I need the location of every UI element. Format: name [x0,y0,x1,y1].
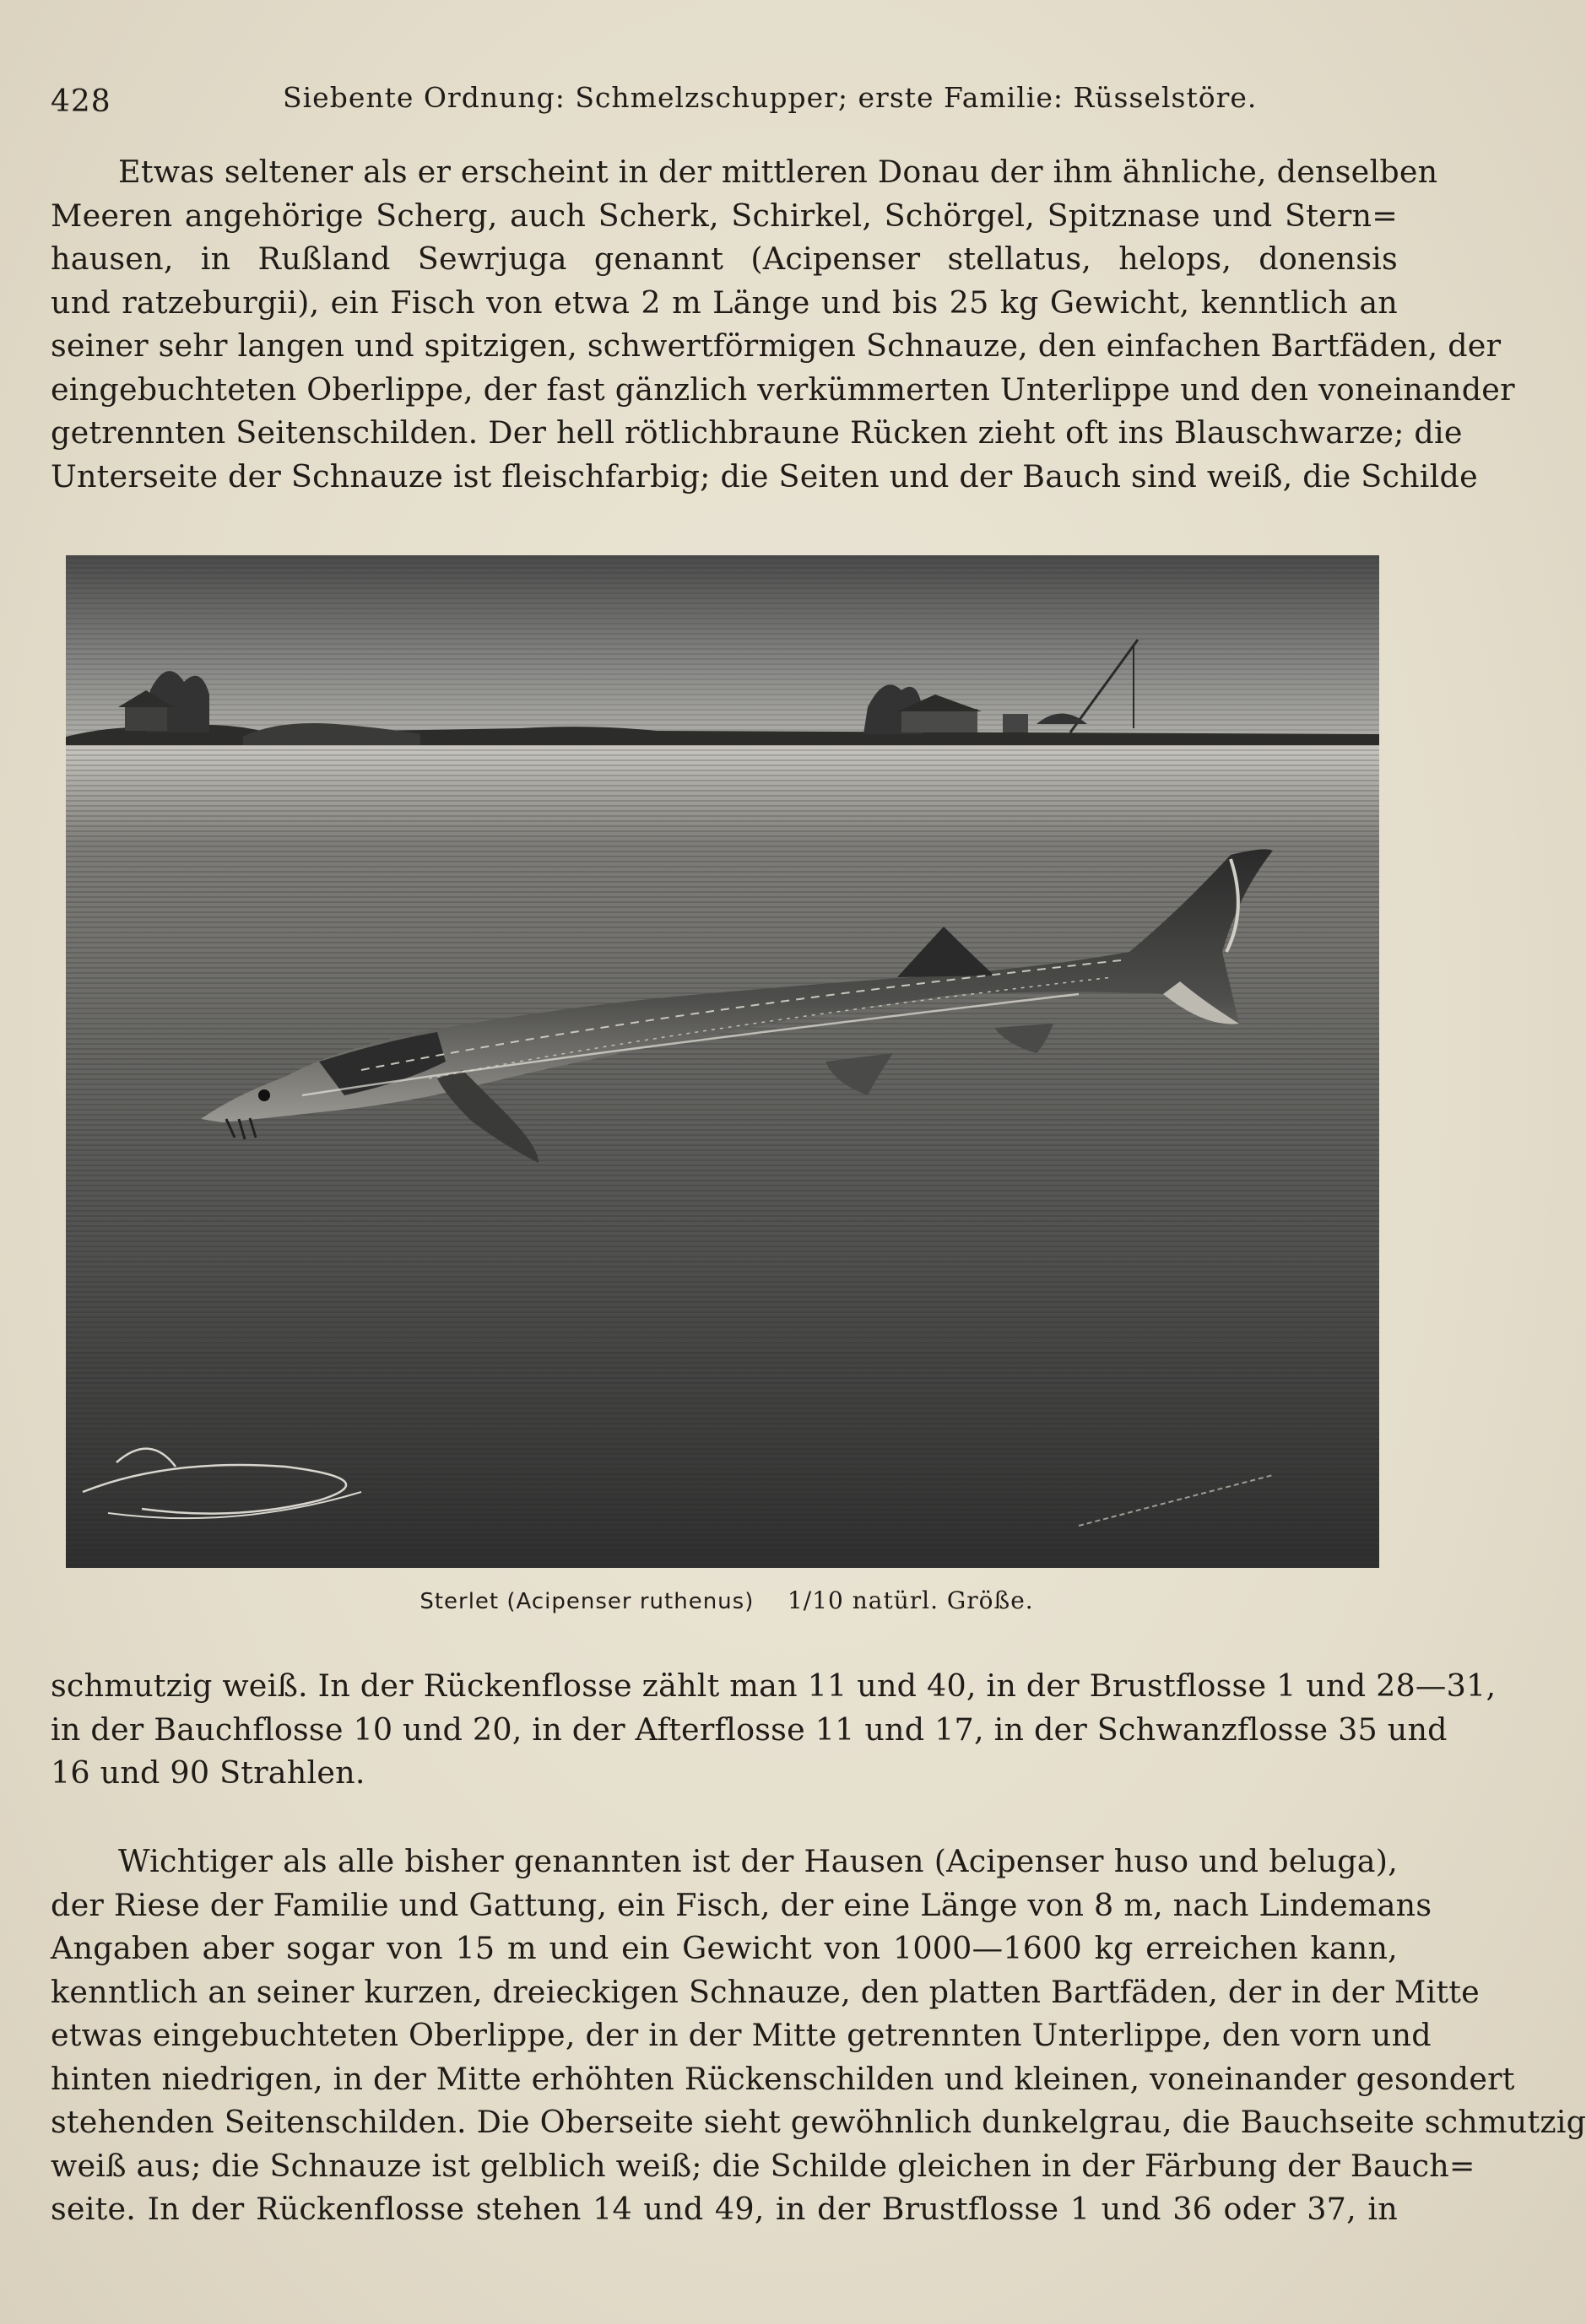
text-line: der Riese der Familie und Gattung, ein Fisch, der eine Länge von 8 m, nach Lindemans [51,1886,1432,1923]
text-line: Etwas seltener als er erscheint in der mittleren Donau der ihm ähnliche, denselben [118,154,1438,190]
text-line: seite. In der Rückenflosse stehen 14 und 49, in der Brustflosse 1 und 36 oder 37, in [51,2191,1398,2227]
text-line: etwas eingebuchteten Oberlippe, der in der Mitte getrennten Unterlippe, den vorn und [51,2017,1432,2053]
text-line: eingebuchteten Oberlippe, der fast gänzlich verkümmerten Unterlippe und den voneinander [51,370,1515,408]
sterlet-engraving [66,555,1379,1568]
running-title: Siebente Ordnung: Schmelzschupper; erste Familie: Rüsselstöre. [283,81,1258,114]
paragraph-hausen [51,1840,1586,2231]
text-line: in der Bauchflosse 10 und 20, in der Afterflosse 11 und 17, in der Schwanzflosse 35 und [51,1711,1448,1748]
text-line: weiß aus; die Schnauze ist gelblich weiß; die Schilde gleichen in der Färbung der Bauch= [51,2147,1475,2184]
text-line: seiner sehr langen und spitzigen, schwertförmigen Schnauze, den einfachen Bartfäden, der [51,327,1502,364]
text-line: hinten niedrigen, in der Mitte erhöhten Rückenschilden und kleinen, voneinander gesondert [51,2060,1515,2097]
text-line: schmutzig weiß. In der Rückenflosse zählt man 11 und 40, in der Brustflosse 1 und 28—31, [51,1667,1497,1704]
text-line: und ratzeburgii), ein Fisch von etwa 2 m Länge und bis 25 kg Gewicht, kenntlich an [51,284,1398,321]
text-line: Angaben aber sogar von 15 m und ein Gewicht von 1000—1600 kg erreichen kann, [51,1930,1398,1966]
text-line: stehenden Seitenschilden. Die Oberseite sieht gewöhnlich dunkelgrau, die Bauchseite schmutzig [51,2104,1586,2140]
text-line: kenntlich an seiner kurzen, dreieckigen Schnauze, den platten Bartfäden, der in der Mitte [51,1973,1480,2010]
paragraph-scherg [51,150,1515,498]
caption-scale: 1/10 natürl. Größe. [787,1586,1034,1614]
text-line: Wichtiger als alle bisher genannten ist der Hausen (Acipenser huso und beluga), [118,1843,1398,1879]
paragraph-fin-rays [51,1664,1497,1795]
text-line: getrennten Seitenschilden. Der hell rötlichbraune Rücken zieht oft ins Blauschwarze; die [51,414,1463,451]
page-header [51,78,1403,120]
caption-species: Sterlet (Acipenser ruthenus) [420,1589,755,1614]
text-line: 16 und 90 Strahlen. [51,1754,365,1791]
page-number: 428 [51,84,111,119]
text-line: Unterseite der Schnauze ist fleischfarbig; die Seiten und der Bauch sind weiß, die Schilde [51,457,1478,495]
figure-caption [0,1586,1453,1614]
text-line: hausen, in Rußland Sewrjuga genannt (Acipenser stellatus, helops, donensis [51,241,1398,277]
text-line: Meeren angehörige Scherg, auch Scherk, Schirkel, Schörgel, Spitznase und Stern= [51,197,1398,234]
